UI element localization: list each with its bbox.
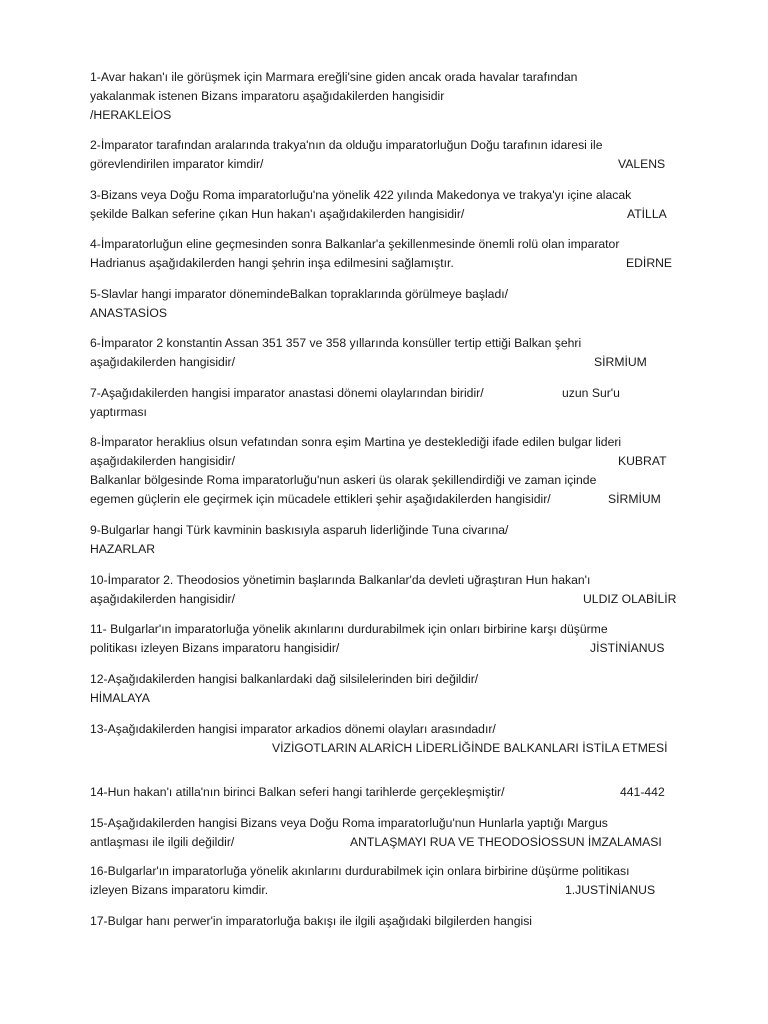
question-line	[90, 833, 690, 852]
question-text: politikası izleyen Bizans imparatoru hangisidir/	[90, 641, 340, 655]
question-13	[90, 720, 690, 758]
question-answer: ULDIZ OLABİLİR	[583, 592, 677, 606]
question-answer: JİSTİNİANUS	[590, 641, 665, 655]
question-line	[90, 490, 690, 509]
question-text: Hadrianus aşağıdakilerden hangi şehrin inşa edilmesini sağlamıştır.	[90, 256, 454, 270]
question-answer: EDİRNE	[626, 256, 673, 270]
question-8	[90, 433, 690, 509]
question-5	[90, 285, 690, 323]
question-answer: SİRMİUM	[608, 492, 661, 506]
question-text: egemen güçlerin ele geçirmek için mücadele ettikleri şehir aşağıdakilerden hangisidir/	[90, 492, 551, 506]
question-answer: VALENS	[618, 157, 666, 171]
question-text: 6-İmparator 2 konstantin Assan 351 357 ve 358 yıllarında konsüller tertip ettiği Balkan şehri	[90, 336, 582, 350]
question-line	[90, 384, 690, 403]
question-line	[90, 155, 690, 174]
question-answer: 1.JUSTİNİANUS	[565, 883, 656, 897]
question-text: aşağıdakilerden hangisidir/	[90, 592, 235, 606]
question-line	[90, 881, 690, 900]
question-15	[90, 814, 690, 852]
question-text: 9-Bulgarlar hangi Türk kavminin baskısıyla asparuh liderliğinde Tuna civarına/	[90, 523, 509, 537]
question-10	[90, 571, 690, 609]
question-line	[90, 783, 690, 802]
question-answer: ANTLAŞMAYI RUA VE THEODOSİOSSUN İMZALAMASI	[350, 835, 662, 849]
question-6	[90, 334, 690, 372]
question-answer-continued: yaptırması	[90, 405, 147, 419]
question-2	[90, 136, 690, 174]
question-text: 4-İmparatorluğun eline geçmesinden sonra Balkanlar'a şekillenmesinde önemli rolü olan imparator	[90, 237, 620, 251]
question-text: 1-Avar hakan'ı ile görüşmek için Marmara ereğli'sine giden ancak orada havalar tarafından	[90, 70, 578, 84]
question-answer: 441-442	[620, 785, 665, 799]
question-text: 3-Bizans veya Doğu Roma imparatorluğu'na yönelik 422 yılında Makedonya ve trakya'yı içine alacak	[90, 188, 632, 202]
question-16	[90, 862, 690, 900]
question-text: 12-Aşağıdakilerden hangisi balkanlardaki dağ silsilelerinden biri değildir/	[90, 672, 479, 686]
question-line	[90, 739, 690, 758]
question-text: aşağıdakilerden hangisidir/	[90, 355, 235, 369]
question-text: 7-Aşağıdakilerden hangisi imparator anastasi dönemi olaylarından biridir/	[90, 386, 484, 400]
question-answer: ATİLLA	[627, 207, 667, 221]
question-text: 8-İmparator heraklius olsun vefatından sonra eşim Martina ye desteklediği ifade edilen bulgar lideri	[90, 435, 622, 449]
question-line	[90, 639, 690, 658]
question-4	[90, 235, 690, 273]
question-line	[90, 205, 690, 224]
question-14	[90, 783, 690, 802]
question-answer: SİRMİUM	[594, 355, 647, 369]
question-line	[90, 353, 690, 372]
question-text: 13-Aşağıdakilerden hangisi imparator arkadios dönemi olayları arasındadır/	[90, 722, 496, 736]
question-answer: KUBRAT	[618, 454, 667, 468]
question-text: 11- Bulgarlar'ın imparatorluğa yönelik akınlarını durdurabilmek için onları birbirine karşı düşürme	[90, 622, 608, 636]
question-12	[90, 670, 690, 708]
question-answer: ANASTASİOS	[90, 306, 167, 320]
question-text: görevlendirilen imparator kimdir/	[90, 157, 264, 171]
question-text: 14-Hun hakan'ı atilla'nın birinci Balkan seferi hangi tarihlerde gerçekleşmiştir/	[90, 785, 505, 799]
question-text: 15-Aşağıdakilerden hangisi Bizans veya Doğu Roma imparatorluğu'nun Hunlarla yaptığı Margus	[90, 816, 608, 830]
question-11	[90, 620, 690, 658]
question-text: 2-İmparator tarafından aralarında trakya'nın da olduğu imparatorluğun Doğu tarafının idaresi ile	[90, 138, 603, 152]
question-line	[90, 254, 690, 273]
question-answer: VİZİGOTLARIN ALARİCH LİDERLİĞİNDE BALKANLARI İSTİLA ETMESİ	[272, 741, 668, 755]
question-text: 17-Bulgar hanı perwer'in imparatorluğa bakışı ile ilgili aşağıdaki bilgilerden hangisi	[90, 914, 532, 928]
question-9	[90, 521, 690, 559]
question-answer: /HERAKLEİOS	[90, 108, 172, 122]
question-text: izleyen Bizans imparatoru kimdir.	[90, 883, 269, 897]
question-text: 16-Bulgarlar'ın imparatorluğa yönelik akınlarını durdurabilmek için onlara birbirine düşürme politikası	[90, 864, 630, 878]
question-line	[90, 590, 690, 609]
question-text: 10-İmparator 2. Theodosios yönetimin başlarında Balkanlar'da devleti uğraştıran Hun hakan'ı	[90, 573, 591, 587]
question-text: şekilde Balkan seferine çıkan Hun hakan'ı aşağıdakilerden hangisidir/	[90, 207, 465, 221]
question-text: 5-Slavlar hangi imparator dönemindeBalkan topraklarında görülmeye başladı/	[90, 287, 508, 301]
question-line	[90, 452, 690, 471]
question-17	[90, 912, 690, 931]
question-7	[90, 384, 690, 422]
question-answer: uzun Sur'u	[562, 386, 620, 400]
question-answer: HAZARLAR	[90, 542, 156, 556]
question-1	[90, 68, 690, 125]
question-3	[90, 186, 690, 224]
question-text: antlaşması ile ilgili değildir/	[90, 835, 235, 849]
question-text: aşağıdakilerden hangisidir/	[90, 454, 235, 468]
question-text: Balkanlar bölgesinde Roma imparatorluğu'nun askeri üs olarak şekillendirdiği ve zaman içinde	[90, 473, 597, 487]
question-answer: HİMALAYA	[90, 691, 150, 705]
question-text: yakalanmak istenen Bizans imparatoru aşağıdakilerden hangisidir	[90, 89, 445, 103]
